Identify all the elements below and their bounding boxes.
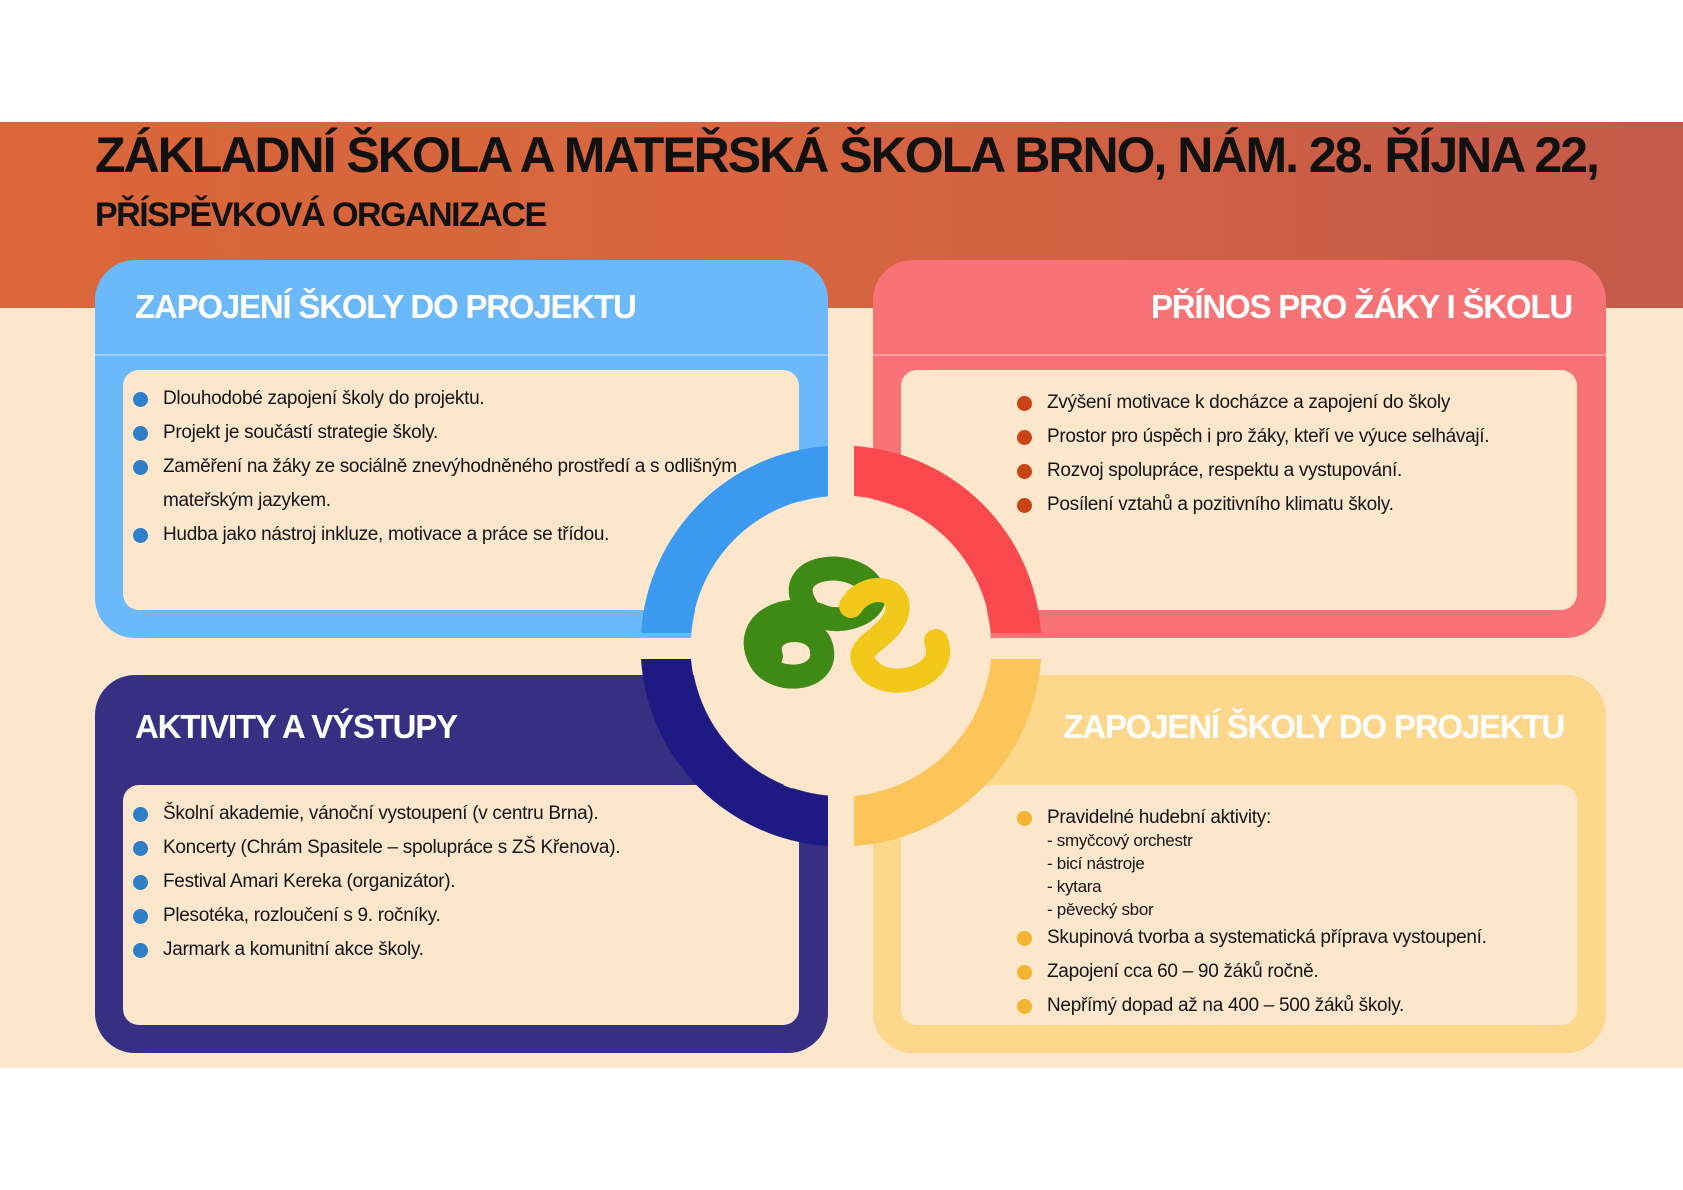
sub-list xyxy=(1047,829,1577,921)
list-item: Dlouhodobé zapojení školy do projektu. xyxy=(127,382,799,416)
list-item: Zapojení cca 60 – 90 žáků ročně. xyxy=(1011,955,1577,989)
sub-item: - bicí nástroje xyxy=(1047,854,1145,873)
sub-item: - kytara xyxy=(1047,877,1102,896)
sub-item: - smyčcový orchestr xyxy=(1047,831,1193,850)
list-item: Skupinová tvorba a systematická příprava vystoupení. xyxy=(1011,921,1577,955)
list-item: Projekt je součástí strategie školy. xyxy=(127,416,799,450)
list-item: Prostor pro úspěch i pro žáky, kteří ve výuce selhávají. xyxy=(1011,420,1577,454)
bullet-icon xyxy=(133,528,148,543)
list-item: Školní akademie, vánoční vystoupení (v centru Brna). xyxy=(127,797,799,831)
list-item: Hudba jako nástroj inkluze, motivace a práce se třídou. xyxy=(127,518,799,552)
bullet-icon xyxy=(1017,999,1032,1014)
sub-item: - pěvecký sbor xyxy=(1047,900,1154,919)
list-item: Plesotéka, rozloučení s 9. ročníky. xyxy=(127,899,799,933)
list-item: Pravidelné hudební aktivity: - smyčcový orchestr - bicí nástroje - kytara - pěvecký sbor xyxy=(1011,801,1577,921)
list-item: Zaměření na žáky ze sociálně znevýhodněného prostředí a s odlišným xyxy=(127,450,799,484)
list-item: Rozvoj spolupráce, respektu a vystupování. xyxy=(1011,454,1577,488)
card-title: ZAPOJENÍ ŠKOLY DO PROJEKTU xyxy=(1063,708,1564,745)
list-item: Zvýšení motivace k docházce a zapojení do školy xyxy=(1011,386,1577,420)
card-title: ZAPOJENÍ ŠKOLY DO PROJEKTU xyxy=(135,288,636,325)
center-ring xyxy=(641,446,1041,846)
card-title: AKTIVITY A VÝSTUPY xyxy=(135,708,457,745)
page-subtitle: PŘÍSPĚVKOVÁ ORGANIZACE xyxy=(95,196,546,234)
bullet-icon xyxy=(1017,430,1032,445)
bullet-icon xyxy=(133,426,148,441)
list-item: Nepřímý dopad až na 400 – 500 žáků školy. xyxy=(1011,989,1577,1023)
divider xyxy=(873,354,1606,356)
bullet-list xyxy=(1011,386,1577,522)
bullet-icon xyxy=(133,460,148,475)
bullet-icon xyxy=(133,841,148,856)
list-item: Posílení vztahů a pozitivního klimatu školy. xyxy=(1011,488,1577,522)
list-item: Koncerty (Chrám Spasitele – spolupráce s ZŠ Křenova). xyxy=(127,831,799,865)
card-title: PŘÍNOS PRO ŽÁKY I ŠKOLU xyxy=(1150,288,1572,325)
list-item: Festival Amari Kereka (organizátor). xyxy=(127,865,799,899)
bullet-icon xyxy=(133,943,148,958)
interlocking-loops-logo-icon xyxy=(721,546,971,726)
bullet-icon xyxy=(1017,965,1032,980)
bullet-icon xyxy=(133,392,148,407)
bullet-list xyxy=(1011,801,1577,1023)
bullet-icon xyxy=(133,807,148,822)
bullet-icon xyxy=(1017,931,1032,946)
divider xyxy=(95,354,828,356)
page-title: ZÁKLADNÍ ŠKOLA A MATEŘSKÁ ŠKOLA BRNO, NÁM. 28. ŘÍJNA 22, xyxy=(95,127,1598,183)
list-item-continuation: mateřským jazykem. xyxy=(163,490,331,511)
list-item: Jarmark a komunitní akce školy. xyxy=(127,933,799,967)
bullet-icon xyxy=(1017,396,1032,411)
bullet-icon xyxy=(133,909,148,924)
bullet-icon xyxy=(133,875,148,890)
